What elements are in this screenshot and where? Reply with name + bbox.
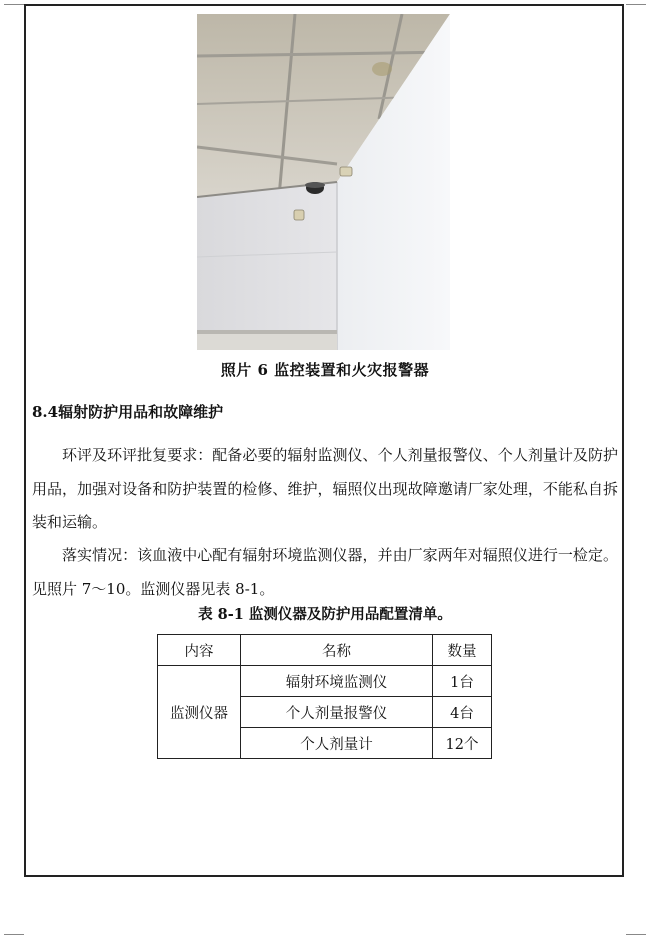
section-title: 8.4辐射防护用品和故障维护 [32,403,224,421]
instrument-name-cell: 个人剂量报警仪 [241,697,433,728]
instrument-qty-cell: 4台 [433,697,492,728]
header-name: 名称 [241,635,433,666]
table-header-row [158,635,492,666]
group-label-cell: 监测仪器 [158,666,241,759]
crop-mark-bottom-right-h [626,934,646,935]
crop-mark-bottom-left-h [4,934,24,935]
requirement-paragraph: 环评及环评批复要求：配备必要的辐射监测仪、个人剂量报警仪、个人剂量计及防护用品，加强对设备和防护装置的检修、维护，辐照仪出现故障邀请厂家处理，不能私自拆装和运输。 [32,446,618,531]
instrument-qty-cell: 12个 [433,728,492,759]
crop-mark-top-left-h [4,4,24,5]
implementation-paragraph: 落实情况：该血液中心配有辐射环境监测仪器，并由厂家两年对辐照仪进行一检定。见照片 7～10。监测仪器见表 8-1。 [32,546,618,598]
header-content: 内容 [158,635,241,666]
header-quantity: 数量 [433,635,492,666]
photo-monitoring-device-and-fire-alarm [197,14,450,350]
instrument-qty-cell: 1台 [433,666,492,697]
crop-mark-top-right-h [626,4,646,5]
instrument-name-cell: 辐射环境监测仪 [241,666,433,697]
table-row [158,666,492,697]
table-title: 表 8-1 监测仪器及防护用品配置清单。 [198,606,452,623]
instrument-name-cell: 个人剂量计 [241,728,433,759]
instrument-table [157,634,492,759]
photo-caption: 照片 6 监控装置和火灾报警器 [220,361,430,379]
